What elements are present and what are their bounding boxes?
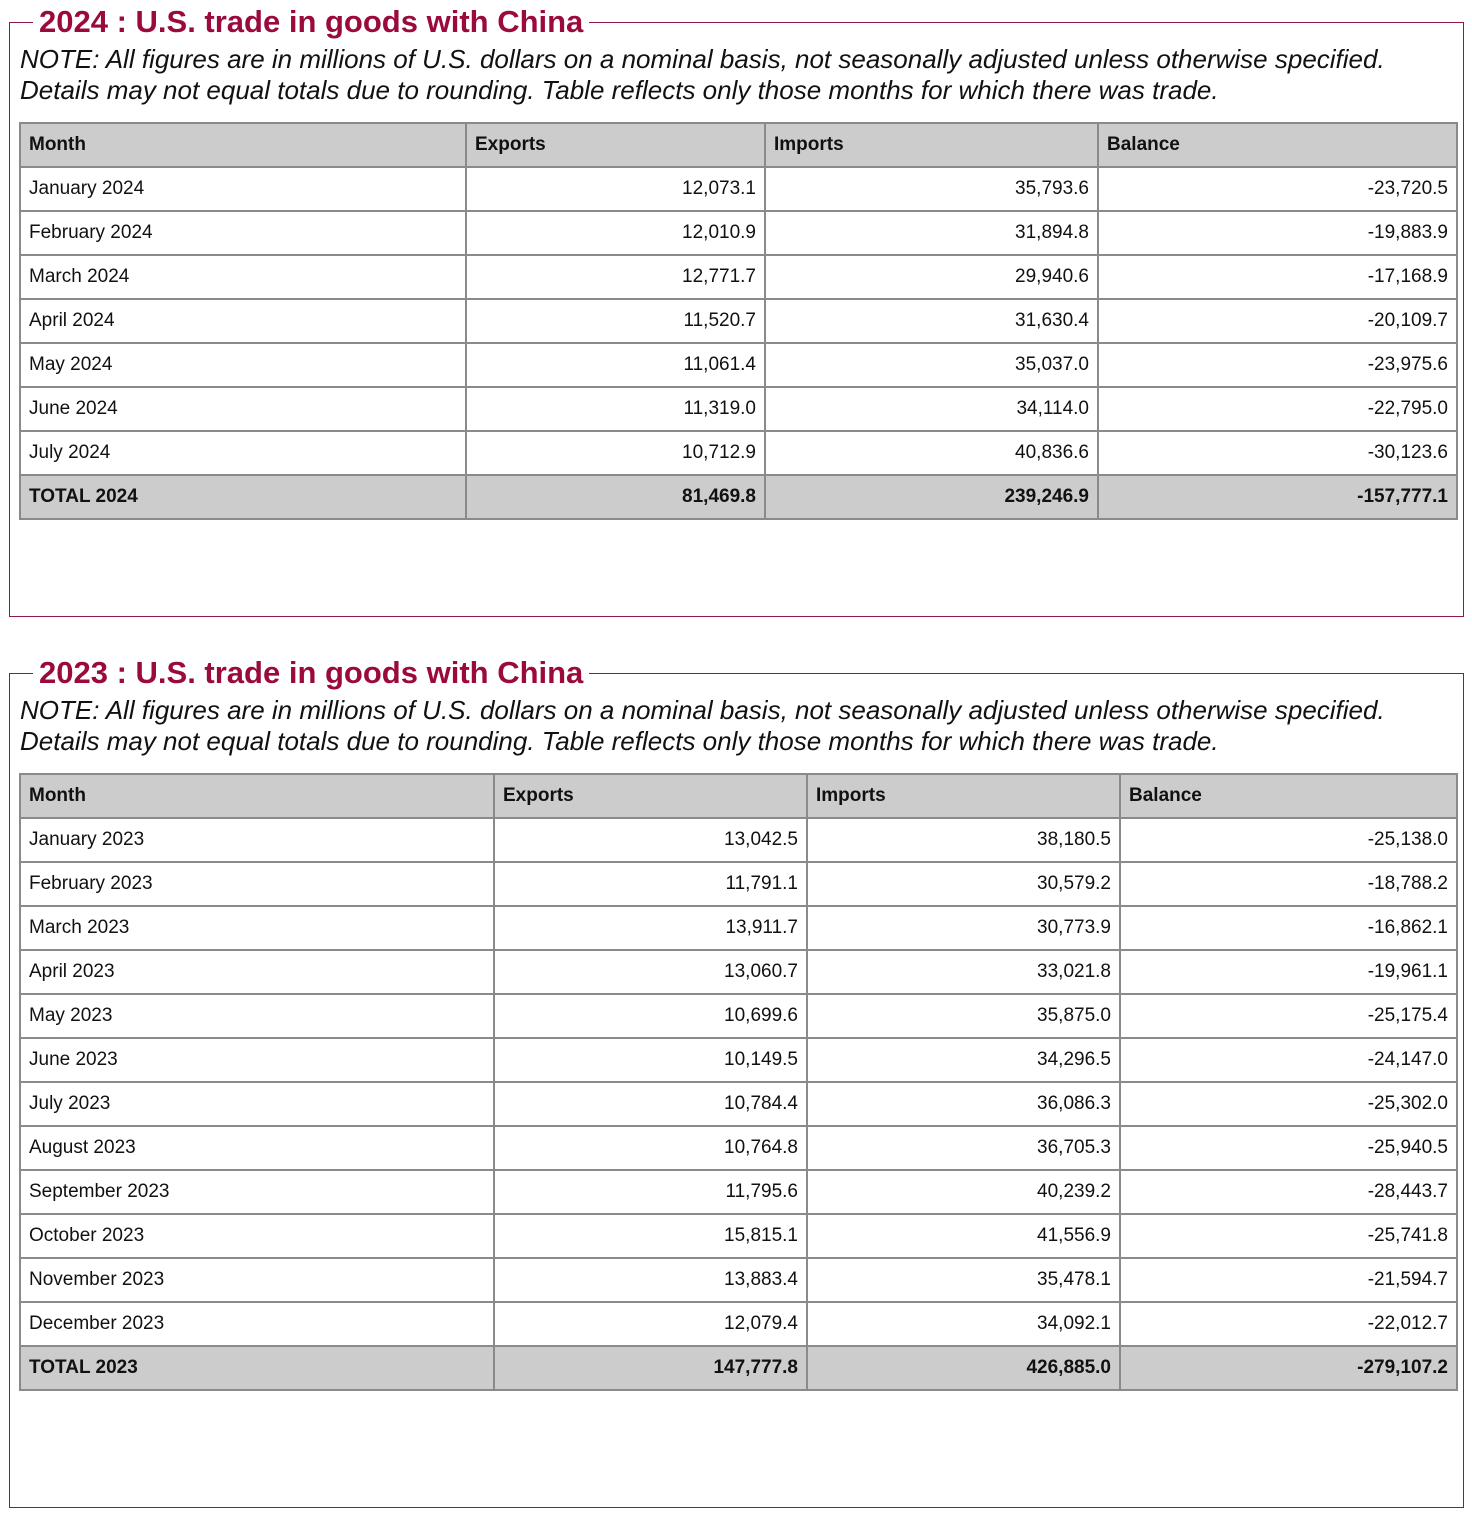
imports-cell: 34,092.1 xyxy=(807,1302,1120,1346)
imports-cell: 30,773.9 xyxy=(807,906,1120,950)
table-row xyxy=(20,167,1457,211)
table-row xyxy=(20,906,1457,950)
exports-cell: 11,061.4 xyxy=(466,343,765,387)
imports-cell: 34,114.0 xyxy=(765,387,1098,431)
balance-cell: -19,883.9 xyxy=(1098,211,1457,255)
imports-cell: 40,239.2 xyxy=(807,1170,1120,1214)
balance-cell: -22,012.7 xyxy=(1120,1302,1457,1346)
trade-table-2023 xyxy=(19,773,1458,1391)
balance-cell: -19,961.1 xyxy=(1120,950,1457,994)
table-row xyxy=(20,950,1457,994)
section-2024 xyxy=(9,3,1464,617)
imports-cell: 31,894.8 xyxy=(765,211,1098,255)
table-row xyxy=(20,994,1457,1038)
note-line: NOTE: All figures are in millions of U.S. dollars on a nominal basis, not seasonally adjusted unless otherwise specified. xyxy=(20,44,1385,74)
month-cell: February 2024 xyxy=(20,211,466,255)
imports-cell: 30,579.2 xyxy=(807,862,1120,906)
exports-cell: 12,771.7 xyxy=(466,255,765,299)
imports-cell: 29,940.6 xyxy=(765,255,1098,299)
column-header-exports: Exports xyxy=(466,123,765,167)
balance-cell: -28,443.7 xyxy=(1120,1170,1457,1214)
balance-cell: -23,975.6 xyxy=(1098,343,1457,387)
table-row xyxy=(20,299,1457,343)
balance-cell: -30,123.6 xyxy=(1098,431,1457,475)
exports-cell: 11,520.7 xyxy=(466,299,765,343)
column-header-month: Month xyxy=(20,774,494,818)
total-row xyxy=(20,1346,1457,1390)
total-label: TOTAL 2024 xyxy=(20,475,466,519)
month-cell: July 2024 xyxy=(20,431,466,475)
balance-cell: -25,138.0 xyxy=(1120,818,1457,862)
exports-cell: 10,149.5 xyxy=(494,1038,807,1082)
note-line: Details may not equal totals due to rounding. Table reflects only those months for which there was trade. xyxy=(20,75,1219,105)
table-row xyxy=(20,1038,1457,1082)
table-row xyxy=(20,1170,1457,1214)
total-balance: -157,777.1 xyxy=(1098,475,1457,519)
column-header-imports: Imports xyxy=(765,123,1098,167)
month-cell: January 2023 xyxy=(20,818,494,862)
imports-cell: 36,705.3 xyxy=(807,1126,1120,1170)
month-cell: August 2023 xyxy=(20,1126,494,1170)
balance-cell: -25,175.4 xyxy=(1120,994,1457,1038)
table-row xyxy=(20,862,1457,906)
exports-cell: 13,883.4 xyxy=(494,1258,807,1302)
imports-cell: 35,793.6 xyxy=(765,167,1098,211)
table-header-row xyxy=(20,774,1457,818)
imports-cell: 41,556.9 xyxy=(807,1214,1120,1258)
table-row xyxy=(20,255,1457,299)
balance-cell: -16,862.1 xyxy=(1120,906,1457,950)
balance-cell: -24,147.0 xyxy=(1120,1038,1457,1082)
section-title: 2024 : U.S. trade in goods with China xyxy=(39,4,584,39)
section-title: 2023 : U.S. trade in goods with China xyxy=(39,655,584,690)
imports-cell: 35,037.0 xyxy=(765,343,1098,387)
imports-cell: 35,478.1 xyxy=(807,1258,1120,1302)
balance-cell: -23,720.5 xyxy=(1098,167,1457,211)
note xyxy=(20,44,1463,106)
balance-cell: -17,168.9 xyxy=(1098,255,1457,299)
exports-cell: 11,791.1 xyxy=(494,862,807,906)
total-exports: 81,469.8 xyxy=(466,475,765,519)
exports-cell: 11,319.0 xyxy=(466,387,765,431)
month-cell: April 2024 xyxy=(20,299,466,343)
total-imports: 239,246.9 xyxy=(765,475,1098,519)
month-cell: July 2023 xyxy=(20,1082,494,1126)
month-cell: January 2024 xyxy=(20,167,466,211)
exports-cell: 10,699.6 xyxy=(494,994,807,1038)
imports-cell: 36,086.3 xyxy=(807,1082,1120,1126)
exports-cell: 13,911.7 xyxy=(494,906,807,950)
trade-table-2024 xyxy=(19,122,1458,520)
exports-cell: 10,712.9 xyxy=(466,431,765,475)
total-label: TOTAL 2023 xyxy=(20,1346,494,1390)
month-cell: June 2023 xyxy=(20,1038,494,1082)
exports-cell: 12,073.1 xyxy=(466,167,765,211)
month-cell: February 2023 xyxy=(20,862,494,906)
total-imports: 426,885.0 xyxy=(807,1346,1120,1390)
exports-cell: 10,784.4 xyxy=(494,1082,807,1126)
imports-cell: 38,180.5 xyxy=(807,818,1120,862)
exports-cell: 11,795.6 xyxy=(494,1170,807,1214)
exports-cell: 12,010.9 xyxy=(466,211,765,255)
table-row xyxy=(20,431,1457,475)
table-row xyxy=(20,343,1457,387)
balance-cell: -25,302.0 xyxy=(1120,1082,1457,1126)
exports-cell: 12,079.4 xyxy=(494,1302,807,1346)
exports-cell: 10,764.8 xyxy=(494,1126,807,1170)
table-row xyxy=(20,1082,1457,1126)
imports-cell: 34,296.5 xyxy=(807,1038,1120,1082)
table-row xyxy=(20,1302,1457,1346)
column-header-balance: Balance xyxy=(1120,774,1457,818)
exports-cell: 13,042.5 xyxy=(494,818,807,862)
exports-cell: 13,060.7 xyxy=(494,950,807,994)
exports-cell: 15,815.1 xyxy=(494,1214,807,1258)
balance-cell: -22,795.0 xyxy=(1098,387,1457,431)
imports-cell: 35,875.0 xyxy=(807,994,1120,1038)
imports-cell: 33,021.8 xyxy=(807,950,1120,994)
column-header-exports: Exports xyxy=(494,774,807,818)
section-2023 xyxy=(9,654,1464,1508)
month-cell: September 2023 xyxy=(20,1170,494,1214)
month-cell: November 2023 xyxy=(20,1258,494,1302)
table-row xyxy=(20,211,1457,255)
table-row xyxy=(20,387,1457,431)
month-cell: March 2024 xyxy=(20,255,466,299)
table-row xyxy=(20,818,1457,862)
imports-cell: 40,836.6 xyxy=(765,431,1098,475)
table-row xyxy=(20,1126,1457,1170)
total-row xyxy=(20,475,1457,519)
total-balance: -279,107.2 xyxy=(1120,1346,1457,1390)
balance-cell: -18,788.2 xyxy=(1120,862,1457,906)
month-cell: October 2023 xyxy=(20,1214,494,1258)
note-line: Details may not equal totals due to rounding. Table reflects only those months for which there was trade. xyxy=(20,726,1219,756)
table-row xyxy=(20,1258,1457,1302)
month-cell: May 2023 xyxy=(20,994,494,1038)
note-line: NOTE: All figures are in millions of U.S. dollars on a nominal basis, not seasonally adjusted unless otherwise specified. xyxy=(20,695,1385,725)
table-row xyxy=(20,1214,1457,1258)
table-header-row xyxy=(20,123,1457,167)
month-cell: March 2023 xyxy=(20,906,494,950)
total-exports: 147,777.8 xyxy=(494,1346,807,1390)
column-header-balance: Balance xyxy=(1098,123,1457,167)
month-cell: December 2023 xyxy=(20,1302,494,1346)
balance-cell: -20,109.7 xyxy=(1098,299,1457,343)
column-header-imports: Imports xyxy=(807,774,1120,818)
month-cell: April 2023 xyxy=(20,950,494,994)
note xyxy=(20,695,1463,757)
column-header-month: Month xyxy=(20,123,466,167)
balance-cell: -25,741.8 xyxy=(1120,1214,1457,1258)
balance-cell: -21,594.7 xyxy=(1120,1258,1457,1302)
month-cell: June 2024 xyxy=(20,387,466,431)
month-cell: May 2024 xyxy=(20,343,466,387)
balance-cell: -25,940.5 xyxy=(1120,1126,1457,1170)
imports-cell: 31,630.4 xyxy=(765,299,1098,343)
